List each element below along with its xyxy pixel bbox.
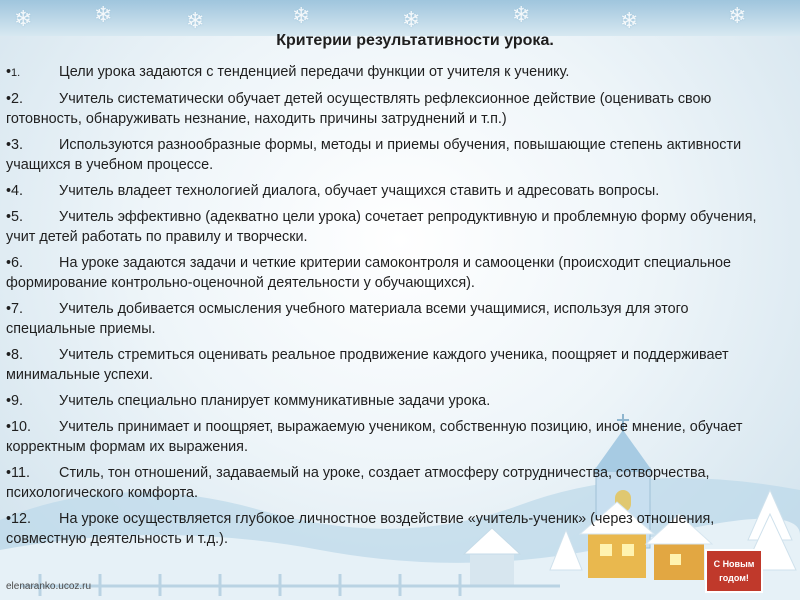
snowflake-icon: ❄ — [94, 2, 113, 27]
list-item — [6, 207, 782, 247]
item-text: Учитель владеет технологией диалога, обучает учащихся ставить и адресовать вопросы. — [59, 183, 660, 199]
sign-line-1: С Новым — [713, 559, 755, 569]
list-item — [6, 417, 782, 457]
bullet-icon: • — [6, 209, 12, 225]
list-item — [6, 509, 782, 549]
snowflake-icon: ❄ — [292, 3, 311, 28]
item-text: Учитель систематически обучает детей осуществлять рефлексионное действие (оценивать свою готовность, обнаруживать незнание, находить причины затруднений и т.п.) — [6, 91, 712, 127]
item-text: Учитель специально планирует коммуникативные задачи урока. — [59, 393, 491, 409]
item-text: На уроке задаются задачи и четкие критерии самоконтроля и самооценки (происходит специальное формирование контрольно-оценочной деятельности у обучающихся). — [6, 255, 732, 291]
snowflake-icon: ❄ — [14, 6, 33, 31]
item-number: 12. — [11, 511, 32, 527]
list-item — [6, 62, 782, 83]
bullet-icon: • — [6, 137, 12, 153]
item-number: 7. — [11, 301, 24, 317]
bullet-icon: • — [6, 91, 12, 107]
bullet-icon: • — [6, 347, 12, 363]
list-item — [6, 253, 782, 293]
item-number: 4. — [11, 183, 24, 199]
list-item — [6, 89, 782, 129]
content-panel — [0, 26, 782, 556]
item-number: 9. — [11, 393, 24, 409]
bullet-icon: • — [6, 393, 12, 409]
item-number: 8. — [11, 347, 24, 363]
item-number: 10. — [11, 419, 32, 435]
item-number: 11. — [11, 465, 30, 481]
bullet-icon: • — [6, 255, 12, 271]
list-item — [6, 463, 782, 503]
item-text: Учитель эффективно (адекватно цели урока) сочетает репродуктивную и проблемную форму обучения, учит детей работать по правилу и творчески. — [6, 209, 757, 245]
item-text: На уроке осуществляется глубокое личностное воздействие «учитель-ученик» (через отношения, совместную деятельность и т.д.). — [6, 511, 715, 547]
snowflake-icon: ❄ — [402, 7, 421, 32]
bullet-icon: • — [6, 64, 12, 80]
bullet-icon: • — [6, 511, 12, 527]
item-text: Учитель добивается осмысления учебного материала всеми учащимися, используя для этого специальные приемы. — [6, 301, 689, 337]
item-number: 1. — [11, 67, 21, 79]
bullet-icon: • — [6, 419, 12, 435]
new-year-sign — [706, 550, 762, 592]
site-watermark: elenaranko.ucoz.ru — [6, 581, 92, 592]
item-number: 2. — [11, 91, 24, 107]
item-number: 5. — [11, 209, 24, 225]
item-text: Стиль, тон отношений, задаваемый на уроке, создает атмосферу сотрудничества, сотворчества, психологического комфорта. — [6, 465, 710, 501]
item-text: Учитель стремиться оценивать реальное продвижение каждого ученика, поощряет и поддерживает минимальные успехи. — [6, 347, 729, 383]
snowflake-icon: ❄ — [728, 3, 747, 28]
sign-line-2: годом! — [719, 573, 749, 583]
item-text: Учитель принимает и поощряет, выражаемую учеником, собственную позицию, иное мнение, обучает корректным формам их выражения. — [6, 419, 743, 455]
list-item — [6, 135, 782, 175]
item-text: Используются разнообразные формы, методы и приемы обучения, повышающие степень активности учащихся в учебном процессе. — [6, 137, 742, 173]
criteria-list — [6, 62, 782, 555]
list-item — [6, 299, 782, 339]
list-item — [6, 345, 782, 385]
page-title: Критерии результативности урока. — [276, 32, 554, 49]
item-number: 6. — [11, 255, 24, 271]
item-number: 3. — [11, 137, 24, 153]
snowflake-icon: ❄ — [512, 2, 531, 27]
list-item — [6, 391, 782, 411]
bullet-icon: • — [6, 183, 12, 199]
list-item — [6, 181, 782, 201]
bullet-icon: • — [6, 465, 12, 481]
item-text: Цели урока задаются с тенденцией передачи функции от учителя к ученику. — [59, 64, 570, 80]
snowflake-icon: ❄ — [620, 8, 639, 33]
bullet-icon: • — [6, 301, 12, 317]
snowflake-icon: ❄ — [186, 8, 205, 33]
